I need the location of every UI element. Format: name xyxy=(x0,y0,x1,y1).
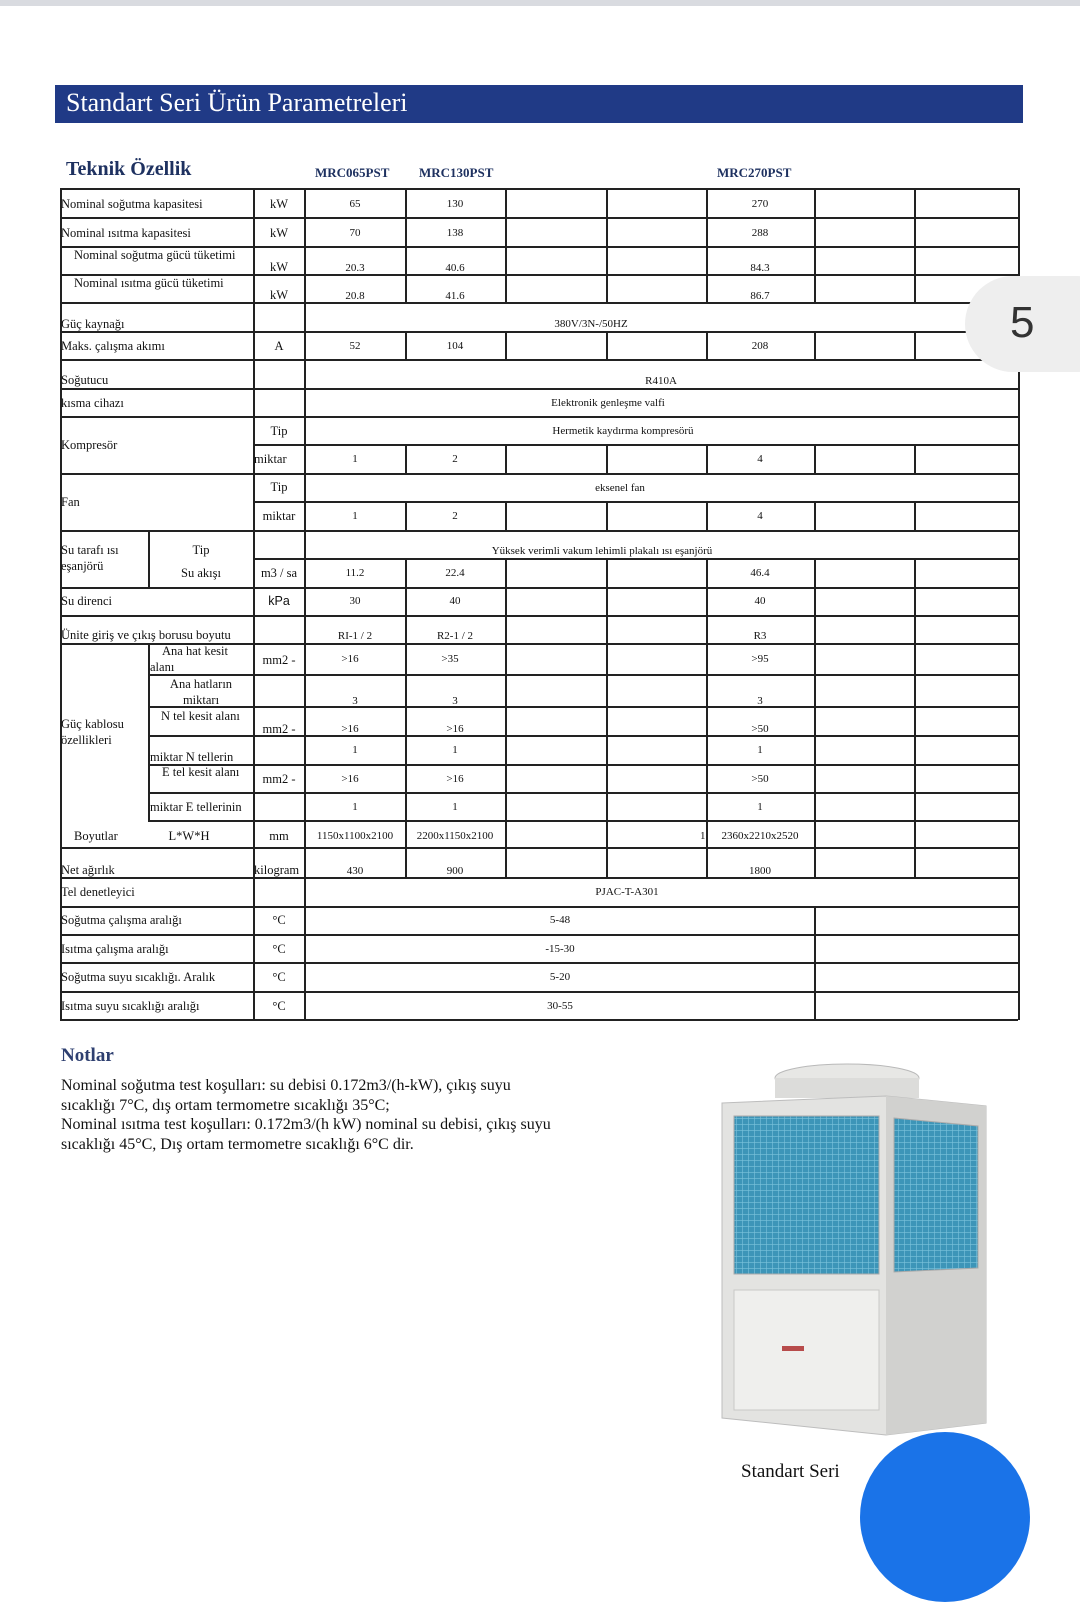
value-cell: 1 xyxy=(352,453,358,465)
value-cell: 40.6 xyxy=(445,262,465,274)
grid-line xyxy=(505,501,507,530)
value-cell: 22.4 xyxy=(445,567,465,579)
grid-line xyxy=(60,473,1018,475)
row-label-nominal-cooling-capacity: Nominal soğutma kapasitesi xyxy=(61,197,203,211)
value-cell: 11.2 xyxy=(345,567,365,579)
row-label-compressor: Kompresör xyxy=(61,438,118,452)
value-cell: 3 xyxy=(757,695,763,707)
grid-line xyxy=(405,444,407,473)
page-number: 5 xyxy=(1010,298,1035,347)
unit: mm2 - xyxy=(262,653,296,667)
value-cell: R410A xyxy=(645,375,677,387)
grid-line xyxy=(60,934,1018,936)
value-cell: >50 xyxy=(751,723,769,735)
grid-line xyxy=(253,188,255,1020)
product-image-icon xyxy=(712,1058,994,1436)
grid-line xyxy=(505,331,507,359)
sub-label: miktar N tellerin xyxy=(150,750,234,764)
unit: kW xyxy=(269,197,289,211)
value-cell: 5-48 xyxy=(549,914,571,926)
row-label-nominal-heating-capacity: Nominal ısıtma kapasitesi xyxy=(61,226,191,240)
value-cell: PJAC-T-A301 xyxy=(595,886,659,898)
value-cell: 70 xyxy=(349,227,361,239)
grid-line xyxy=(60,188,1018,190)
unit: kilogram xyxy=(254,863,300,877)
row-label-max-current: Maks. çalışma akımı xyxy=(61,339,165,353)
value-cell: -15-30 xyxy=(545,943,575,955)
value-cell: 20.3 xyxy=(345,262,365,274)
sub-label: Tip xyxy=(270,424,288,438)
row-label-pipe-size: Ünite giriş ve çıkış borusu boyutu xyxy=(61,628,231,642)
unit: kW xyxy=(269,226,289,240)
unit: °C xyxy=(272,913,286,927)
value-cell: 104 xyxy=(446,340,464,352)
value-cell: 2200x1150x2100 xyxy=(416,830,494,842)
row-label-refrigerant: Soğutucu xyxy=(61,373,109,387)
value-cell: 46.4 xyxy=(750,567,770,579)
unit: kPa xyxy=(268,594,290,608)
row-label-water-hx: Su tarafı ısı xyxy=(61,543,119,557)
sub-label: Tip xyxy=(270,480,288,494)
unit: °C xyxy=(272,999,286,1013)
grid-line xyxy=(60,530,1018,532)
grid-line xyxy=(405,558,407,877)
value-cell: 4 xyxy=(757,453,763,465)
model-1-header: MRC065PST xyxy=(315,165,390,180)
top-divider xyxy=(0,0,1080,6)
unit: mm xyxy=(269,829,289,843)
grid-line xyxy=(505,188,507,302)
row-label-heating-water-range: Isıtma suyu sıcaklığı aralığı xyxy=(61,999,200,1013)
sub-label: miktar E tellerinin xyxy=(150,800,242,814)
grid-line xyxy=(814,558,816,877)
grid-line xyxy=(505,444,507,473)
value-cell: 20.8 xyxy=(345,290,365,302)
grid-line xyxy=(706,444,708,473)
row-label-heating-range: Isıtma çalışma aralığı xyxy=(61,942,169,956)
value-cell: 52 xyxy=(349,340,361,352)
value-cell: >95 xyxy=(751,653,769,665)
sub-label: E tel kesit alanı xyxy=(162,765,240,779)
grid-line xyxy=(606,188,608,302)
grid-line xyxy=(914,331,916,359)
value-cell: 1 xyxy=(452,801,458,813)
sub-label: Su akışı xyxy=(181,566,221,580)
row-label-cooling-water-range: Soğutma suyu sıcaklığı. Aralık xyxy=(61,970,216,984)
value-cell: >16 xyxy=(446,773,464,785)
unit: kW xyxy=(269,288,289,302)
value-cell: 1 xyxy=(352,744,358,756)
notes-line: Nominal soğutma test koşulları: su debisi 0.172m3/(h-kW), çıkış suyu xyxy=(61,1077,511,1094)
unit: A xyxy=(274,339,284,353)
grid-line xyxy=(914,444,916,473)
value-cell: 5-20 xyxy=(549,971,571,983)
grid-line xyxy=(706,331,708,359)
grid-line xyxy=(60,217,1018,219)
grid-line xyxy=(60,1019,1018,1021)
value-cell: Elektronik genleşme valfi xyxy=(551,397,665,409)
banner-title: Standart Seri Ürün Parametreleri xyxy=(66,88,408,117)
value-cell: 270 xyxy=(751,198,769,210)
grid-line xyxy=(60,359,1018,361)
value-cell: R3 xyxy=(753,630,767,642)
row-label-wire-controller: Tel denetleyici xyxy=(61,885,135,899)
grid-line xyxy=(253,444,1018,446)
value-cell: 130 xyxy=(446,198,464,210)
row-label-throttle: kısma cihazı xyxy=(61,396,124,410)
product-caption: Standart Seri xyxy=(741,1461,840,1482)
grid-line xyxy=(914,501,916,530)
notes-title: Notlar xyxy=(61,1045,114,1066)
notes-line: Nominal ısıtma test koşulları: 0.172m3/(h kW) nominal su debisi, çıkış suyu xyxy=(61,1116,551,1133)
notes-line: sıcaklığı 45°C, Dış ortam termometre sıcaklığı 6°C dir. xyxy=(61,1135,414,1153)
grid-line xyxy=(706,188,708,302)
value-cell: 65 xyxy=(349,198,361,210)
grid-line xyxy=(814,188,816,302)
grid-line xyxy=(606,331,608,359)
value-cell: Yüksek verimli vakum lehimli plakalı ısı eşanjörü xyxy=(491,545,713,557)
value-cell: 2 xyxy=(452,453,458,465)
value-cell: >16 xyxy=(341,773,359,785)
page-number-button[interactable] xyxy=(965,276,1080,372)
sub-label: miktar xyxy=(262,509,296,523)
value-cell: >16 xyxy=(341,653,359,665)
value-cell: 2360x2210x2520 xyxy=(721,830,799,842)
grid-line xyxy=(814,444,816,473)
row-label-power-cable-2: özellikleri xyxy=(61,733,112,747)
row-label-dimensions: Boyutlar xyxy=(74,829,118,843)
sub-label: miktarı xyxy=(182,693,220,707)
grid-line xyxy=(405,188,407,302)
grid-line xyxy=(60,962,1018,964)
value-cell: 900 xyxy=(446,865,464,877)
value-cell: 1150x1100x2100 xyxy=(316,830,394,842)
grid-line xyxy=(914,558,916,877)
grid-line xyxy=(148,764,1018,766)
row-label-net-weight: Net ağırlık xyxy=(61,863,115,877)
value-cell: eksenel fan xyxy=(595,482,645,494)
row-label-nominal-heating-power: Nominal ısıtma gücü tüketimi xyxy=(74,276,224,290)
grid-line xyxy=(706,558,708,877)
grid-line xyxy=(60,906,1018,908)
sub-label: N tel kesit alanı xyxy=(161,709,240,723)
row-label-nominal-cooling-power: Nominal soğutma gücü tüketimi xyxy=(74,248,236,262)
value-cell: 208 xyxy=(751,340,769,352)
value-cell: Hermetik kaydırma kompresörü xyxy=(552,425,694,437)
value-cell: 2 xyxy=(452,510,458,522)
value-cell: 1800 xyxy=(749,865,771,877)
grid-line xyxy=(60,587,1018,589)
notes-text xyxy=(61,1076,621,1154)
row-label-cooling-range: Soğutma çalışma aralığı xyxy=(61,913,182,927)
row-label-water-resistance: Su direnci xyxy=(61,594,113,608)
row-label-power-cable: Güç kablosu xyxy=(61,717,124,731)
grid-line xyxy=(253,501,1018,503)
grid-line xyxy=(253,558,1018,560)
value-cell: >50 xyxy=(751,773,769,785)
sub-label: Tip xyxy=(192,543,210,557)
value-cell: 30 xyxy=(349,595,361,607)
value-cell: 41.6 xyxy=(445,290,465,302)
value-cell: 1 xyxy=(352,510,358,522)
model-3-header: MRC270PST xyxy=(717,165,792,180)
grid-line xyxy=(304,188,306,1020)
notes-line: sıcaklığı 7°C, dış ortam termometre sıcaklığı 35°C; xyxy=(61,1096,390,1114)
grid-line xyxy=(60,615,1018,617)
value-cell: 138 xyxy=(446,227,464,239)
row-label-fan: Fan xyxy=(61,495,80,509)
sub-label: Ana hat kesit xyxy=(162,644,228,658)
sub-label: L*W*H xyxy=(168,829,210,843)
grid-line xyxy=(505,558,507,877)
grid-line xyxy=(60,991,1018,993)
title-banner xyxy=(55,85,1023,123)
sub-label: miktar xyxy=(254,452,287,466)
grid-line xyxy=(814,331,816,359)
blue-action-button[interactable] xyxy=(860,1432,1030,1602)
value-cell: 1 xyxy=(700,830,706,842)
value-cell: 4 xyxy=(757,510,763,522)
value-cell: 84.3 xyxy=(750,262,770,274)
grid-line xyxy=(60,331,1018,333)
grid-line xyxy=(60,847,1018,849)
grid-line xyxy=(148,706,1018,708)
sub-label: Ana hatların xyxy=(169,677,233,691)
unit: m3 / sa xyxy=(260,566,298,580)
unit: °C xyxy=(272,942,286,956)
value-cell: 430 xyxy=(346,865,364,877)
model-2-header: MRC130PST xyxy=(419,165,494,180)
grid-line xyxy=(814,501,816,530)
value-cell: 380V/3N-/50HZ xyxy=(554,318,628,330)
sub-label: alanı xyxy=(150,660,175,674)
row-label-power-source: Güç kaynağı xyxy=(61,317,125,331)
grid-line xyxy=(405,501,407,530)
grid-line xyxy=(148,530,150,587)
value-cell: 1 xyxy=(757,801,763,813)
value-cell: >16 xyxy=(446,723,464,735)
grid-line xyxy=(60,302,1018,304)
grid-line xyxy=(706,501,708,530)
grid-line xyxy=(60,388,1018,390)
grid-line xyxy=(914,188,916,302)
grid-line xyxy=(60,877,1018,879)
grid-line xyxy=(60,416,1018,418)
value-cell: 1 xyxy=(352,801,358,813)
grid-line xyxy=(148,674,1018,676)
value-cell: RI-1 / 2 xyxy=(337,630,373,642)
value-cell: 1 xyxy=(452,744,458,756)
spec-header: Teknik Özellik xyxy=(66,158,192,180)
grid-line xyxy=(606,558,608,877)
value-cell: >16 xyxy=(341,723,359,735)
grid-line xyxy=(606,444,608,473)
unit: kW xyxy=(269,260,289,274)
value-cell: 86.7 xyxy=(750,290,770,302)
grid-line xyxy=(606,501,608,530)
value-cell: >35 xyxy=(441,653,459,665)
unit: mm2 - xyxy=(262,722,296,736)
value-cell: 40 xyxy=(754,595,766,607)
value-cell: 3 xyxy=(352,695,358,707)
value-cell: 30-55 xyxy=(547,1000,573,1012)
grid-line xyxy=(148,792,1018,794)
value-cell: R2-1 / 2 xyxy=(436,630,474,642)
row-label-water-hx-2: eşanjörü xyxy=(61,559,104,573)
value-cell: 288 xyxy=(751,227,769,239)
value-cell: 3 xyxy=(452,695,458,707)
value-cell: 1 xyxy=(757,744,763,756)
grid-line xyxy=(405,331,407,359)
unit: °C xyxy=(272,970,286,984)
unit: mm2 - xyxy=(262,772,296,786)
grid-line xyxy=(148,820,1018,822)
grid-line xyxy=(814,906,816,1020)
value-cell: 40 xyxy=(449,595,461,607)
